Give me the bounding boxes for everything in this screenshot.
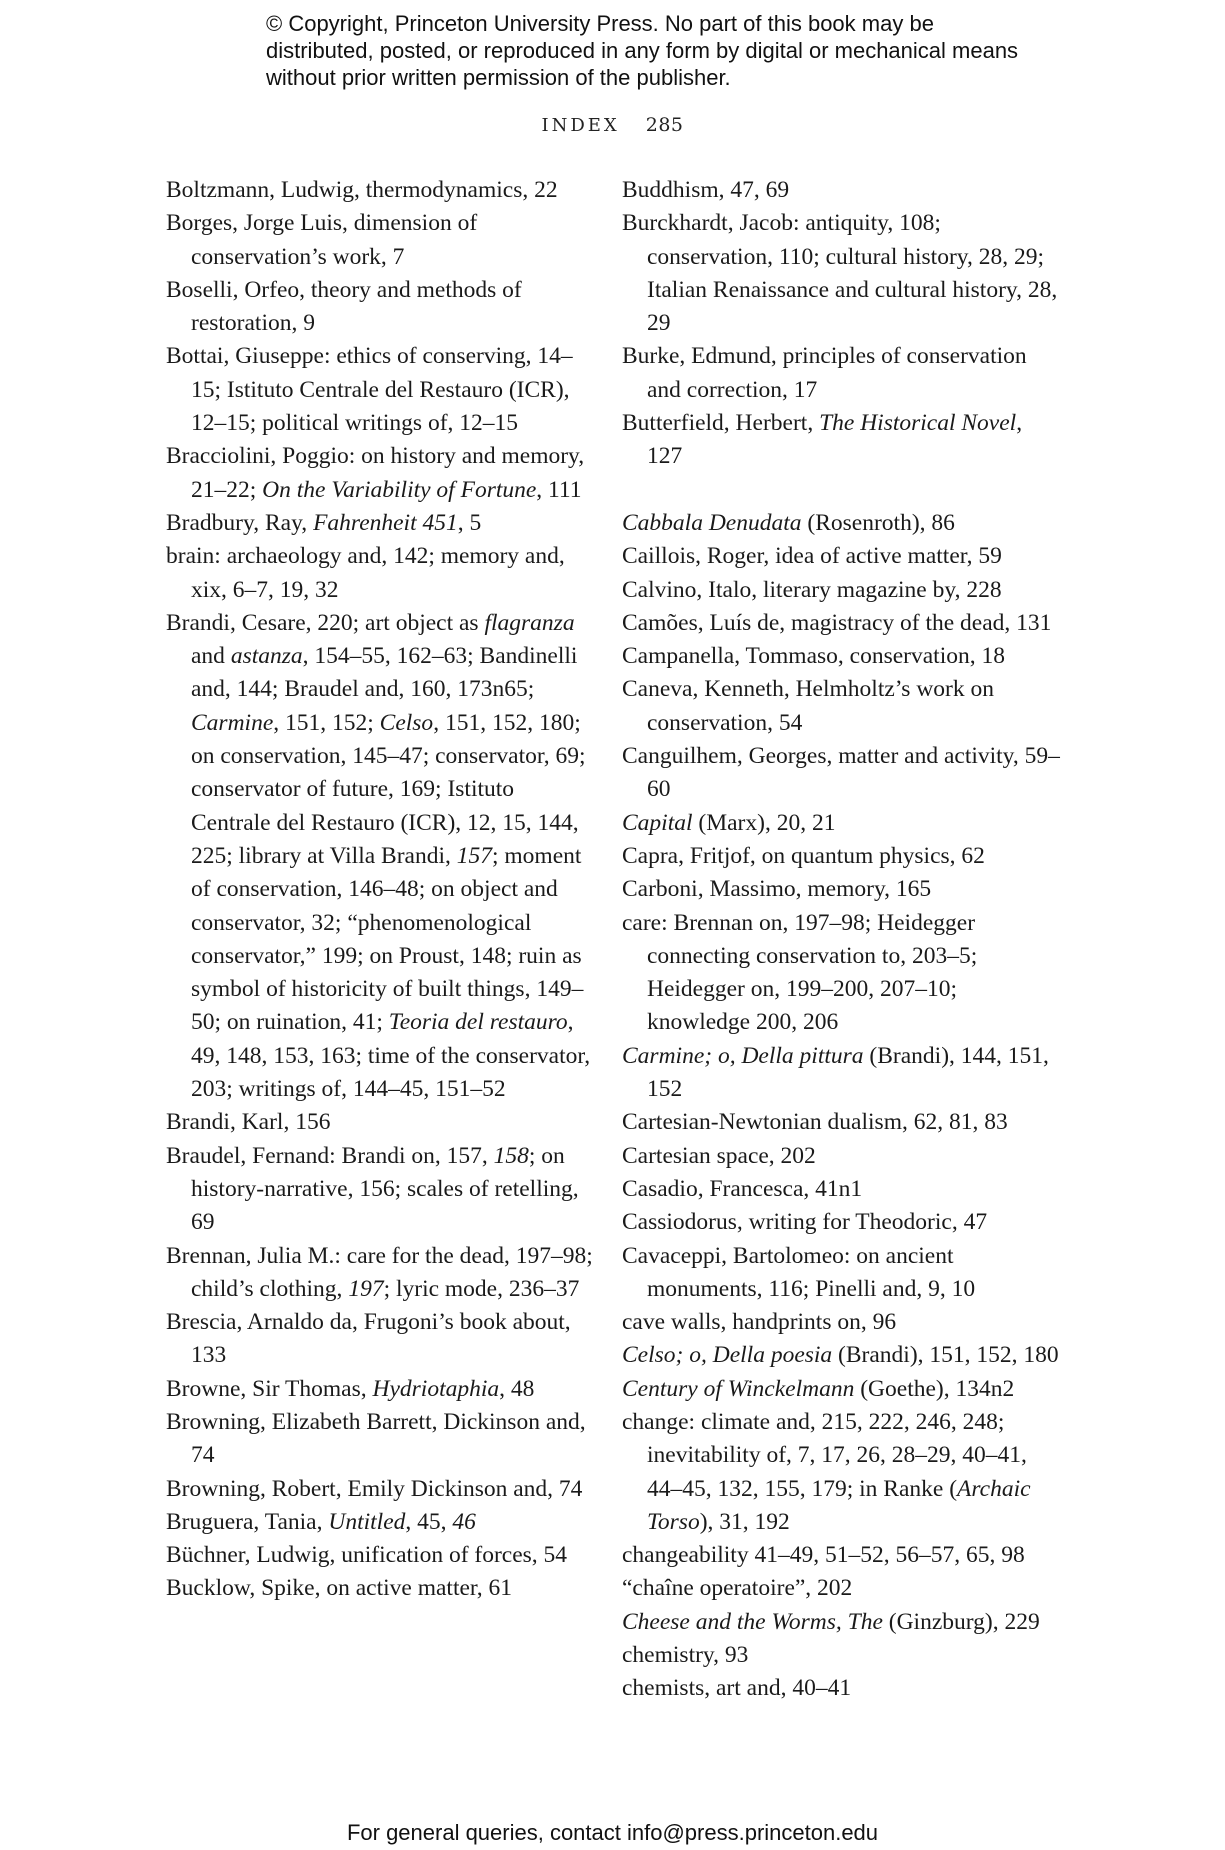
index-entry	[622, 1639, 1062, 1672]
index-group-b	[622, 174, 1062, 474]
index-entry	[622, 1140, 1062, 1173]
index-entry	[622, 1306, 1062, 1339]
index-entry-text: Carboni, Massimo, memory, 165	[622, 876, 932, 903]
index-entry-text: Calvino, Italo, literary magazine by, 228	[622, 576, 1002, 603]
index-entry-text: brain: archaeology and, 142; memory and, xix, 6–7, 19, 32	[166, 543, 565, 603]
index-entry	[622, 207, 1062, 340]
index-entry-text: Bucklow, Spike, on active matter, 61	[166, 1575, 513, 1602]
index-entry	[622, 640, 1062, 673]
index-entry-text: care: Brennan on, 197–98; Heidegger connecting conservation to, 203–5; Heidegger on, 199–200, 207–10; knowledge 200, 206	[622, 909, 978, 1036]
index-entry-text: and	[191, 643, 231, 670]
index-entry-text: , 111	[536, 476, 582, 503]
index-entry	[622, 340, 1062, 407]
index-entry-text: Brescia, Arnaldo da, Frugoni’s book about, 133	[166, 1309, 571, 1369]
index-entry	[622, 1240, 1062, 1307]
index-entry-text: (Marx), 20, 21	[692, 809, 836, 836]
index-entry	[166, 1539, 596, 1572]
copyright-notice: © Copyright, Princeton University Press. No part of this book may be distributed, posted, or reproduced in any form by digital or mechanical means without prior written permission of the publisher.	[266, 11, 1019, 90]
index-entry-text: changeability 41–49, 51–52, 56–57, 65, 98	[622, 1542, 1025, 1569]
index-entry-text: Burke, Edmund, principles of conservation and correction, 17	[622, 343, 1027, 403]
index-entry	[622, 740, 1062, 807]
index-entry-text: , 5	[457, 509, 482, 536]
index-entry-text: Brennan, Julia M.: care for the dead, 197–98; child’s clothing,	[166, 1242, 593, 1302]
index-entry-title: Teoria del restauro	[388, 1009, 568, 1036]
index-entry-text: Braudel, Fernand: Brandi on, 157,	[166, 1142, 494, 1169]
index-column-right	[622, 174, 1062, 1706]
index-entry-text: Cavaceppi, Bartolomeo: on ancient monuments, 116; Pinelli and, 9, 10	[622, 1242, 976, 1302]
index-entry	[622, 507, 1062, 540]
index-entry-text: ), 31, 192	[699, 1508, 790, 1535]
index-entry-text: Brandi, Cesare, 220; art object as	[166, 609, 485, 636]
index-entry	[166, 1240, 596, 1307]
index-entry-title: 157	[456, 842, 492, 869]
index-entry-text: Brandi, Karl, 156	[166, 1109, 331, 1136]
index-entry-text: Borges, Jorge Luis, dimension of conservation’s work, 7	[166, 210, 478, 270]
index-entry	[622, 673, 1062, 740]
index-entry-text: Bradbury, Ray,	[166, 509, 314, 536]
index-entry-title: 46	[452, 1508, 476, 1535]
index-entry-text: Caneva, Kenneth, Helmholtz’s work on conservation, 54	[622, 676, 994, 736]
index-entry-text: Boselli, Orfeo, theory and methods of restoration, 9	[166, 276, 522, 337]
index-entry	[166, 1572, 596, 1605]
index-entry	[622, 873, 1062, 906]
index-entry	[622, 1406, 1062, 1539]
index-entry-text: chemistry, 93	[622, 1642, 749, 1669]
index-entry-text: Cartesian space, 202	[622, 1142, 816, 1169]
contact-footer: For general queries, contact info@press.princeton.edu	[346, 1820, 879, 1845]
index-entry	[622, 1373, 1062, 1406]
index-entry-text: , 151, 152;	[273, 709, 380, 736]
index-entry-text: (Ginzburg), 229	[882, 1608, 1040, 1635]
index-entry-text: , 48	[499, 1375, 535, 1402]
index-entry-title: Carmine; o, Della pittura	[622, 1042, 864, 1069]
index-entry-text: Casadio, Francesca, 41n1	[622, 1175, 863, 1202]
index-entry	[166, 274, 596, 341]
index-entry-text: Cassiodorus, writing for Theodoric, 47	[622, 1209, 988, 1236]
index-entry	[622, 1672, 1062, 1705]
index-entry	[622, 407, 1062, 474]
index-entry-text: “chaîne operatoire”, 202	[622, 1575, 853, 1602]
index-entry	[622, 1040, 1062, 1107]
index-entry	[166, 540, 596, 607]
index-entry-text: Bracciolini, Poggio: on history and memory, 21–22;	[166, 443, 585, 503]
section-label: INDEX	[541, 115, 620, 136]
index-entry-text: Capra, Fritjof, on quantum physics, 62	[622, 842, 985, 869]
index-entry-title: 197	[348, 1275, 384, 1302]
index-entry-text: , 154–55, 162–63; Bandinelli and, 144; Braudel and, 160, 173n65;	[191, 643, 578, 703]
index-entry-text: , 151, 152, 180; on conservation, 145–47; conservator, 69; conservator of future, 169; Istituto Centrale del Restauro (ICR), 12, 15, 144, 225; library at Villa Brandi,	[191, 709, 586, 869]
index-entry	[622, 1606, 1062, 1639]
index-entry	[166, 1140, 596, 1240]
index-entry-title: flagranza	[484, 609, 575, 636]
index-entry-title: Carmine	[191, 709, 274, 736]
index-entry-title: Capital	[622, 809, 693, 836]
index-entry	[166, 207, 596, 274]
index-entry	[622, 1572, 1062, 1605]
index-entry	[622, 1173, 1062, 1206]
index-entry-text: (Brandi), 144, 151, 152	[647, 1042, 1049, 1103]
index-entry	[166, 340, 596, 440]
index-entry	[166, 1106, 596, 1139]
index-entry-text: Büchner, Ludwig, unification of forces, 54	[166, 1542, 568, 1569]
index-entry-title: Hydriotaphia	[372, 1375, 500, 1402]
index-entry	[622, 807, 1062, 840]
index-entry-title: 158	[493, 1142, 529, 1169]
index-entry-text: Campanella, Tommaso, conservation, 18	[622, 643, 1005, 670]
index-entry	[166, 607, 596, 1106]
index-entry	[622, 907, 1062, 1040]
running-head	[0, 114, 1225, 136]
index-entry-title: Cheese and the Worms, The	[622, 1608, 883, 1635]
index-entry-text: cave walls, handprints on, 96	[622, 1309, 897, 1336]
index-entry-title: Fahrenheit 451	[313, 509, 458, 536]
index-entry-text: Caillois, Roger, idea of active matter, 59	[622, 543, 1002, 570]
index-entry	[166, 1306, 596, 1373]
index-entry-title: Celso; o, Della poesia	[622, 1342, 833, 1369]
index-entry-title: Cabbala Denudata	[622, 509, 802, 536]
index-entry-title: The Historical Novel	[819, 410, 1017, 437]
index-entry-text: Browne, Sir Thomas,	[166, 1375, 373, 1402]
index-entry	[166, 1506, 596, 1539]
index-entry	[166, 507, 596, 540]
index-entry-text: ; on history-narrative, 156; scales of retelling, 69	[191, 1142, 579, 1236]
index-entry-text: Butterfield, Herbert,	[622, 410, 820, 437]
index-entry-text: Bottai, Giuseppe: ethics of conserving, 14–15; Istituto Centrale del Restauro (ICR), 12–15; political writings of, 12–15	[166, 343, 573, 437]
index-entry-title: Celso	[379, 709, 434, 736]
index-entry-text: Browning, Elizabeth Barrett, Dickinson and, 74	[166, 1408, 586, 1469]
index-entry	[622, 607, 1062, 640]
index-entry-text: Browning, Robert, Emily Dickinson and, 74	[166, 1475, 583, 1502]
index-entry-text: Buddhism, 47, 69	[622, 177, 790, 203]
index-entry	[622, 574, 1062, 607]
index-entry-text: Bruguera, Tania,	[166, 1508, 329, 1535]
index-entry-text: Boltzmann, Ludwig, thermodynamics, 22	[166, 177, 558, 203]
index-entry	[166, 1406, 596, 1473]
index-entry-title: Century of Winckelmann	[622, 1375, 855, 1402]
index-entry-text: , 49, 148, 153, 163; time of the conservator, 203; writings of, 144–45, 151–52	[191, 1009, 591, 1103]
index-entry-text: Cartesian-Newtonian dualism, 62, 81, 83	[622, 1109, 1008, 1136]
index-entry-text: ; lyric mode, 236–37	[383, 1275, 580, 1302]
index-entry	[622, 174, 1062, 207]
index-entry-text: (Rosenroth), 86	[801, 509, 955, 536]
index-entry-text: chemists, art and, 40–41	[622, 1675, 852, 1702]
letter-group-divider	[622, 474, 1062, 507]
index-entry-text: (Goethe), 134n2	[854, 1375, 1015, 1402]
index-entry-title: astanza	[230, 643, 303, 670]
index-entry	[622, 1539, 1062, 1572]
index-entry-title: Untitled	[328, 1508, 406, 1535]
index-entry-text: Canguilhem, Georges, matter and activity, 59–60	[622, 743, 1060, 803]
index-entry-text: , 127	[647, 410, 1023, 470]
index-entry-text: ; moment of conservation, 146–48; on object and conservator, 32; “phenomenological conservator,” 199; on Proust, 148; ruin as symbol of historicity of built things, 149–50; on ruination, 41;	[191, 842, 584, 1036]
index-entry-title: Archaic Torso	[647, 1475, 1031, 1535]
page-number: 285	[645, 114, 684, 136]
index-entry-text: change: climate and, 215, 222, 246, 248; inevitability of, 7, 17, 26, 28–29, 40–41, 44–45, 132, 155, 179; in Ranke (	[622, 1408, 1027, 1502]
index-entry	[622, 1106, 1062, 1139]
index-entry-title: On the Variability of Fortune	[262, 476, 537, 503]
index-entry	[166, 1373, 596, 1406]
index-entry-text: , 45,	[405, 1508, 453, 1535]
index-group-c	[622, 507, 1062, 1706]
index-entry	[166, 440, 596, 507]
index-entry	[166, 174, 596, 207]
index-entry	[622, 540, 1062, 573]
index-entry-text: (Brandi), 151, 152, 180	[832, 1342, 1059, 1369]
index-entry	[622, 1206, 1062, 1239]
index-column-left	[166, 174, 596, 1606]
index-entry-text: Camões, Luís de, magistracy of the dead, 131	[622, 609, 1052, 636]
index-entry	[622, 840, 1062, 873]
index-entry	[166, 1473, 596, 1506]
index-entry-text: Burckhardt, Jacob: antiquity, 108; conservation, 110; cultural history, 28, 29; Italian Renaissance and cultural history, 28, 29	[622, 210, 1058, 337]
index-entry	[622, 1339, 1062, 1372]
